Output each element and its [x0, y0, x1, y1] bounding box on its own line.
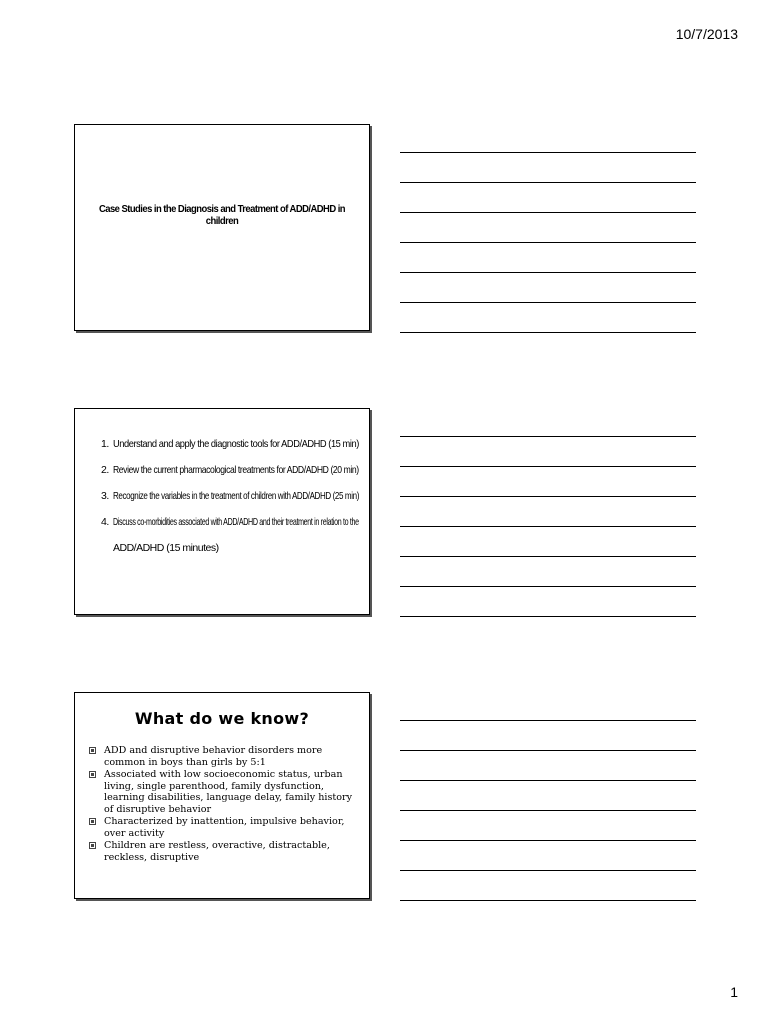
objective-number: 3.: [101, 490, 109, 502]
note-line: [400, 780, 696, 781]
objective-item-continued: [101, 535, 361, 561]
square-bullet-icon: [89, 818, 96, 825]
objective-number: [101, 535, 113, 561]
objective-text: ADD/ADHD (15 minutes): [113, 542, 219, 554]
note-line: [400, 242, 696, 243]
objective-text: Review the current pharmacological treatments for ADD/ADHD (20 min): [113, 464, 359, 476]
bullet-text: ADD and disruptive behavior disorders more common in boys than girls by 5:1: [104, 745, 323, 768]
note-line: [400, 616, 696, 617]
page-date: 10/7/2013: [675, 26, 738, 42]
notes-lines-1: [400, 152, 696, 362]
slide-thumbnail-1: [74, 124, 370, 331]
note-line: [400, 272, 696, 273]
note-line: [400, 496, 696, 497]
objective-item: [101, 483, 361, 509]
objectives-list: [101, 431, 361, 561]
bullet-item: [89, 816, 355, 839]
bullet-item: [89, 745, 355, 768]
objective-item: [101, 509, 361, 535]
note-line: [400, 556, 696, 557]
objective-number: 1.: [101, 438, 109, 450]
note-line: [400, 720, 696, 721]
bullet-text: Children are restless, overactive, distractable, reckless, disruptive: [104, 840, 330, 863]
note-line: [400, 870, 696, 871]
page-number: 1: [730, 984, 738, 1000]
bullet-text: Characterized by inattention, impulsive behavior, over activity: [104, 816, 345, 839]
bullet-item: [89, 840, 355, 863]
objective-text: Understand and apply the diagnostic tools for ADD/ADHD (15 min): [113, 438, 359, 450]
note-line: [400, 436, 696, 437]
bullet-list: [89, 745, 355, 864]
notes-lines-2: [400, 436, 696, 646]
notes-lines-3: [400, 720, 696, 930]
slide-title: Case Studies in the Diagnosis and Treatment of ADD/ADHD in children: [98, 203, 346, 227]
square-bullet-icon: [89, 842, 96, 849]
note-line: [400, 302, 696, 303]
square-bullet-icon: [89, 771, 96, 778]
note-line: [400, 212, 696, 213]
note-line: [400, 152, 696, 153]
note-line: [400, 182, 696, 183]
objective-number: 2.: [101, 464, 109, 476]
note-line: [400, 466, 696, 467]
bullet-text: Associated with low socioeconomic status, urban living, single parenthood, family dysfunction, learning disabilities, language delay, family history of disruptive behavior: [104, 769, 352, 815]
note-line: [400, 840, 696, 841]
note-line: [400, 810, 696, 811]
bullet-item: [89, 769, 355, 815]
square-bullet-icon: [89, 747, 96, 754]
note-line: [400, 900, 696, 901]
note-line: [400, 332, 696, 333]
objective-text: Discuss co-morbidities associated with ADD/ADHD and their treatment in relation to the: [113, 516, 359, 528]
note-line: [400, 750, 696, 751]
slide-thumbnail-3: [74, 692, 370, 899]
objective-number: 4.: [101, 516, 109, 528]
slide-title: What do we know?: [134, 709, 310, 728]
objective-item: [101, 457, 361, 483]
note-line: [400, 526, 696, 527]
slide-thumbnail-2: [74, 408, 370, 615]
note-line: [400, 586, 696, 587]
objective-text: Recognize the variables in the treatment of children with ADD/ADHD (25 min): [113, 490, 359, 502]
objective-item: [101, 431, 361, 457]
